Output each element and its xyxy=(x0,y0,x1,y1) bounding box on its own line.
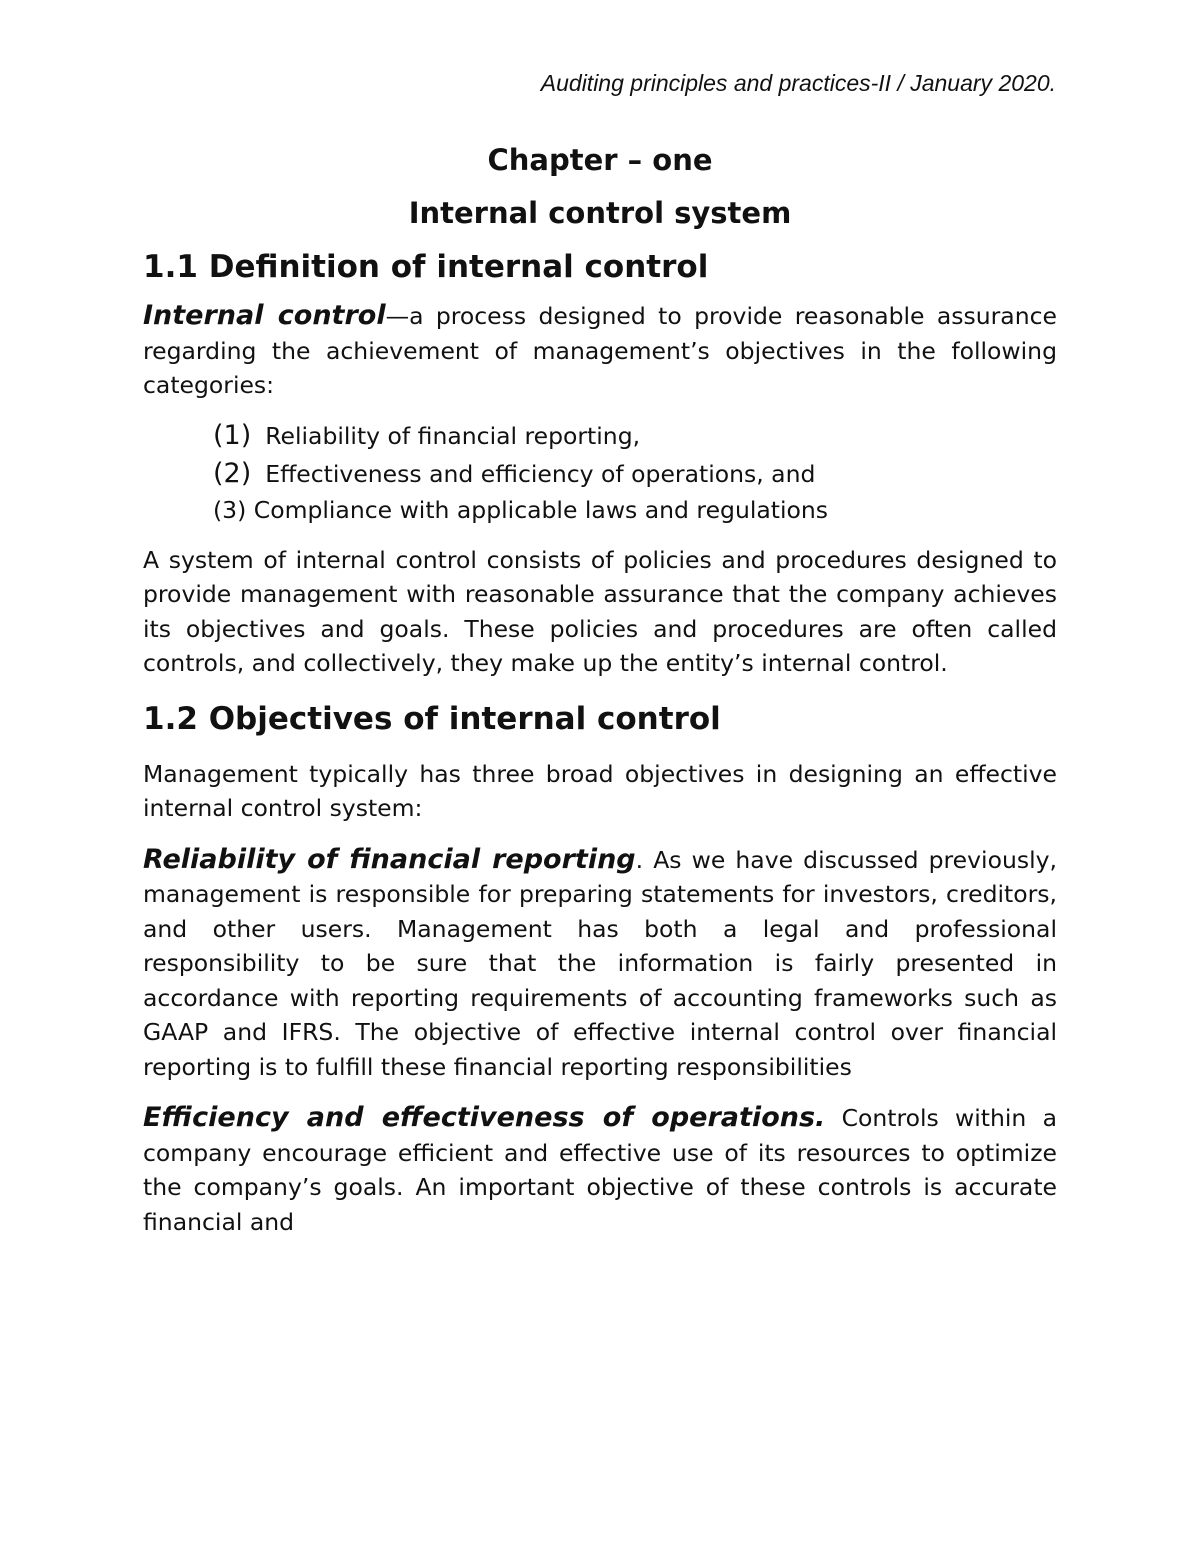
definition-term: Internal control xyxy=(143,300,386,331)
definition-paragraph xyxy=(143,299,1057,403)
list-number: (3) xyxy=(213,495,247,524)
list-text: Effectiveness and efficiency of operations, and xyxy=(265,459,816,488)
section-title: Internal control system xyxy=(408,196,792,230)
document-body xyxy=(143,138,1057,1239)
list-number: (1) xyxy=(213,419,252,451)
objective-title: Reliability of financial reporting xyxy=(143,843,636,875)
page-header: Auditing principles and practices-II / January 2020. xyxy=(540,70,1056,96)
definition-text: —a process designed to provide reasonable assurance regarding the achievement of management’s objectives in the following categories: xyxy=(143,302,1057,399)
system-paragraph: A system of internal control consists of policies and procedures designed to provide management with reasonable assurance that the company achieves its objectives and goals. These policies and procedures are often called controls, and collectively, they make up the entity’s internal control. xyxy=(143,545,1057,677)
objective-title: Efficiency and effectiveness of operations. xyxy=(143,1102,826,1133)
list-item xyxy=(213,493,1057,527)
list-text: Reliability of financial reporting, xyxy=(265,421,641,450)
objective-text: . As we have discussed previously, management is responsible for preparing statements for investors, creditors, and other users. Management has both a legal and professional responsibility to be sure that the information is fairly presented in accordance with reporting requirements of accounting frameworks such as GAAP and IFRS. The objective of effective internal control over financial reporting is to fulfill these financial reporting responsibilities xyxy=(143,845,1057,1081)
objective-efficiency xyxy=(143,1101,1057,1239)
objective-reliability xyxy=(143,843,1057,1085)
heading-objectives: 1.2 Objectives of internal control xyxy=(143,700,721,737)
heading-definition: 1.1 Definition of internal control xyxy=(143,249,709,285)
list-item xyxy=(213,417,1057,455)
categories-list xyxy=(213,417,1057,527)
objectives-intro: Management typically has three broad objectives in designing an effective internal control system: xyxy=(143,759,1057,822)
list-number: (2) xyxy=(213,457,252,489)
list-item xyxy=(213,455,1057,493)
objective-text: Controls within a company encourage efficient and effective use of its resources to optimize the company’s goals. An important objective of these controls is accurate financial and xyxy=(143,1104,1057,1236)
list-text: Compliance with applicable laws and regulations xyxy=(253,495,829,524)
chapter-title: Chapter – one xyxy=(487,143,713,177)
